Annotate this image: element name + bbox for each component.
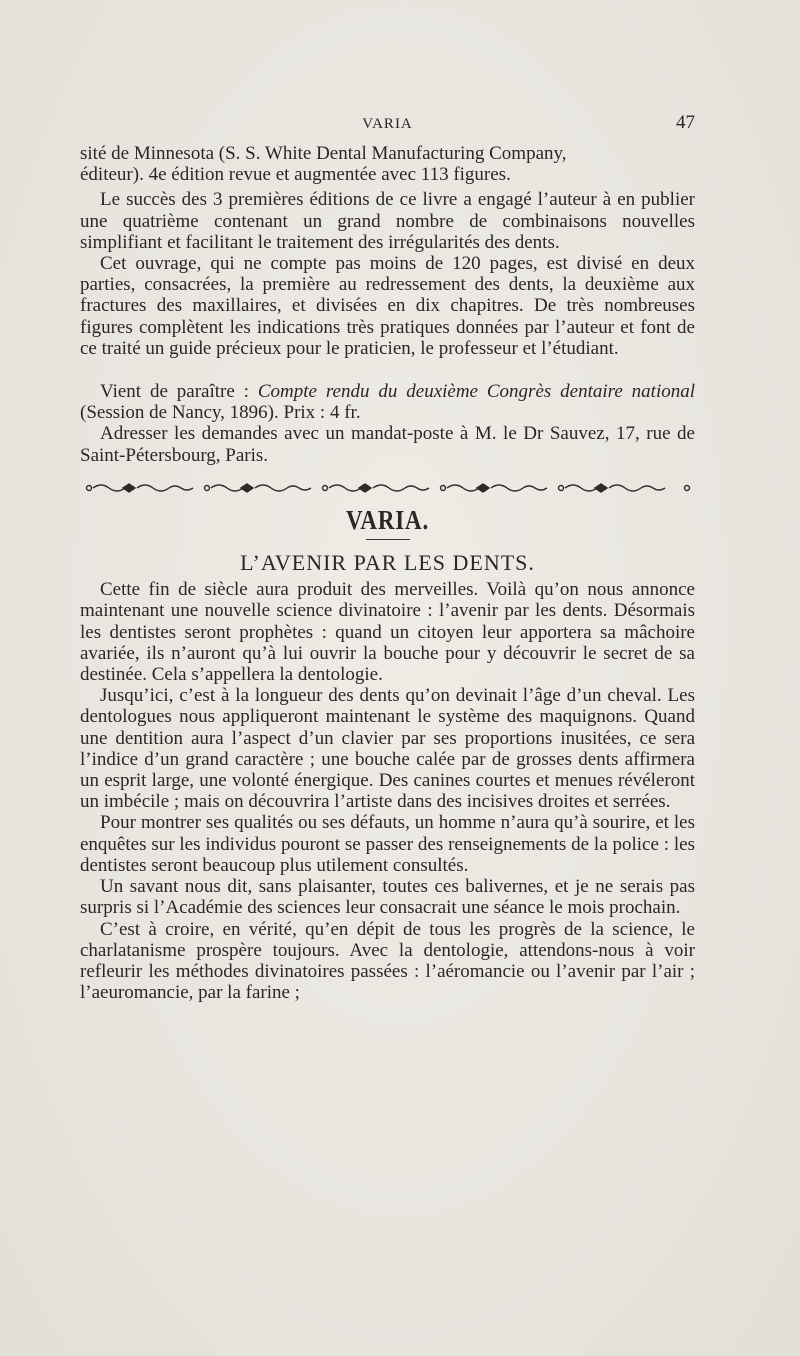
article-paragraph-3: Pour montrer ses qualités ou ses défauts, un homme n’aura qu’à sourire, et les enquêtes sur les individus pouront se passer des renseignements de la police : les dentistes seront beaucoup plus utilement consultés. (80, 812, 695, 876)
ornament-icon (83, 480, 693, 496)
article-paragraph-1: Cette fin de siècle aura produit des merveilles. Voilà qu’on nous annonce maintenant une nouvelle science divinatoire : l’avenir par les dents. Désormais les dentistes seront prophètes : quand un citoyen leur apportera sa mâchoire avariée, ils n’auront qu’à lui ouvrir la bouche pour y découvrir le secret de sa destinée. Cela s’appellera la dentologie. (80, 579, 695, 686)
running-head: VARIA (362, 116, 413, 132)
paragraph-continued-line-1: sité de Minnesota (S. S. White Dental Manufacturing Company, (80, 143, 567, 164)
page-body (80, 143, 695, 1003)
page-number: 47 (676, 112, 695, 133)
announcement-address: Adresser les demandes avec un mandat-poste à M. le Dr Sauvez, 17, rue de Saint-Pétersbourg, Paris. (80, 423, 695, 466)
paragraph-editions: Le succès des 3 premières éditions de ce livre a engagé l’auteur à en publier une quatrième contenant un grand nombre de combinaisons nouvelles simplifiant et facilitant le traitement des irrégularités des dents. (80, 189, 695, 253)
ornamental-divider (80, 478, 695, 498)
section-title: VARIA. (345, 504, 430, 535)
paragraph-continued-line-2: éditeur). 4e édition revue et augmentée avec 113 figures. (80, 164, 511, 186)
article-paragraph-2: Jusqu’ici, c’est à la longueur des dents qu’on devinait l’âge d’un cheval. Les dentologues nous appliqueront maintenant le système des maquignons. Quand une dentition aura l’aspect d’un clavier par ses proportions inusitées, ce sera l’indice d’un grand caractère ; une bouche calée par de grosses dents affirmera un esprit large, une volonté énergique. Des canines courtes et menues révéleront un imbécile ; mais on découvrira l’artiste dans des incisives droites et serrées. (80, 685, 695, 813)
article-title: L’AVENIR PAR LES DENTS. (240, 550, 535, 576)
article-paragraph-4: Un savant nous dit, sans plaisanter, toutes ces balivernes, et je ne serais pas surpris si l’Académie des sciences leur consacrait une séance le mois prochain. (80, 876, 695, 919)
announcement-tail: (Session de Nancy, 1896). Prix : 4 fr. (80, 402, 361, 424)
announcement-paragraph (80, 381, 695, 423)
announcement-lead: Vient de paraître : (100, 381, 258, 403)
paragraph-ouvrage: Cet ouvrage, qui ne compte pas moins de 120 pages, est divisé en deux parties, consacrées, la première au redressement des dents, la deuxième aux fractures des maxillaires, et divisées en dix chapitres. De très nombreuses figures complètent les indications très pratiques données par l’auteur et font de ce traité un guide précieux pour le praticien, le professeur et l’étudiant. (80, 253, 695, 359)
announcement-title: Compte rendu du deuxième Congrès dentaire national (257, 381, 695, 403)
page-header (80, 112, 695, 140)
title-rule (366, 539, 410, 540)
article-paragraph-5: C’est à croire, en vérité, qu’en dépit de tous les progrès de la science, le charlatanisme prospère toujours. Avec la dentologie, attendons-nous à voir refleurir les méthodes divinatoires passées : l’aéromancie ou l’avenir par l’air ; l’aeuromancie, par la farine ; (80, 918, 695, 1004)
